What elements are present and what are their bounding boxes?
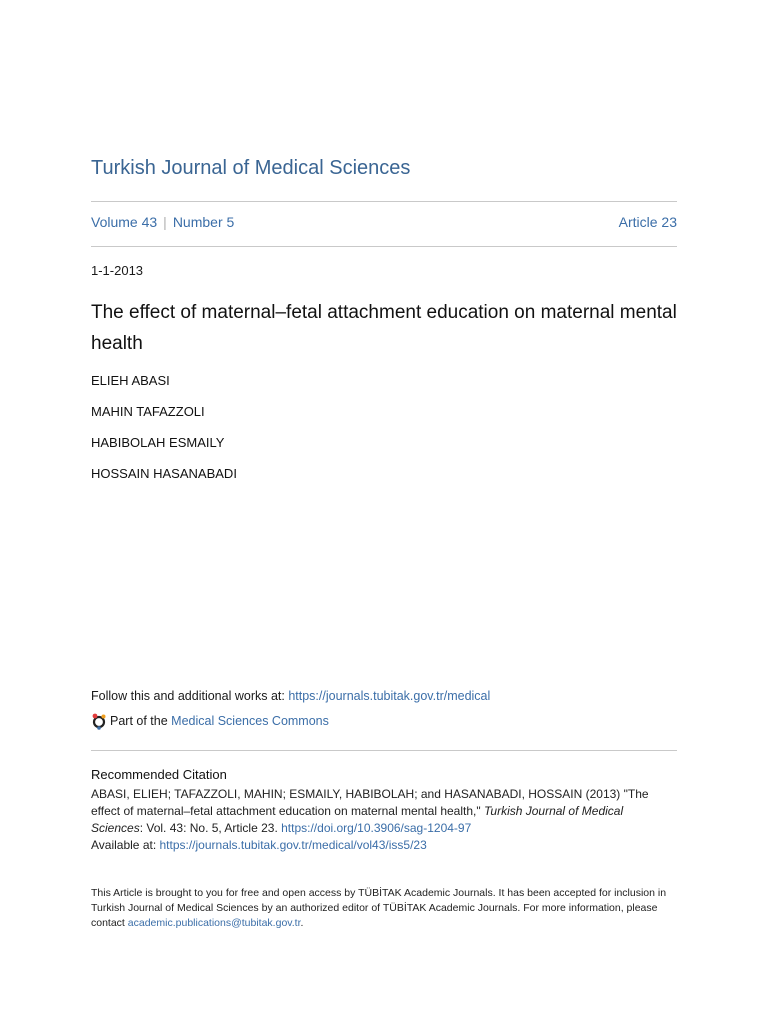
citation-authors-title: ABASI, ELIEH; TAFAZZOLI, MAHIN; ESMAILY, HABIBOLAH; and HASANABADI, HOSSAIN (2013) "The effect of maternal–fetal attachment education on maternal mental health,": [91, 787, 649, 818]
publication-date: 1-1-2013: [91, 263, 144, 278]
medical-sciences-commons-link[interactable]: Medical Sciences Commons: [171, 714, 329, 728]
number-link[interactable]: Number 5: [172, 214, 235, 230]
article-link[interactable]: Article 23: [618, 214, 677, 230]
issue-separator: |: [163, 214, 167, 230]
contact-email-link[interactable]: academic.publications@tubitak.gov.tr: [127, 917, 301, 929]
citation-volume: : Vol. 43: No. 5, Article 23.: [139, 821, 282, 835]
issue-divider: [91, 246, 677, 247]
available-prefix: Available at:: [91, 838, 160, 852]
commons-line: [91, 712, 329, 730]
citation-divider: [91, 750, 677, 751]
issue-row: [91, 214, 677, 230]
recommended-citation-heading: Recommended Citation: [91, 767, 227, 782]
citation-text: [91, 786, 677, 854]
citation-journal: Turkish Journal of Medical Sciences: [91, 804, 624, 835]
volume-link[interactable]: Volume 43: [91, 214, 158, 230]
author-3: HABIBOLAH ESMAILY: [91, 435, 225, 450]
follow-line: [91, 689, 490, 703]
doi-link[interactable]: https://doi.org/10.3906/sag-1204-97: [281, 821, 472, 835]
author-4: HOSSAIN HASANABADI: [91, 466, 237, 481]
journal-title[interactable]: Turkish Journal of Medical Sciences: [91, 157, 411, 179]
author-2: MAHIN TAFAZZOLI: [91, 404, 205, 419]
paper-title: The effect of maternal–fetal attachment education on maternal mental health: [91, 302, 677, 354]
access-notice: [91, 886, 677, 931]
author-1: ELIEH ABASI: [91, 373, 170, 388]
notice-end: .: [300, 917, 304, 929]
available-url-link[interactable]: https://journals.tubitak.gov.tr/medical/vol43/iss5/23: [159, 838, 427, 852]
top-divider: [91, 201, 677, 202]
follow-text: Follow this and additional works at:: [91, 689, 289, 703]
commons-prefix: Part of the: [110, 714, 168, 728]
follow-url-link[interactable]: https://journals.tubitak.gov.tr/medical: [288, 689, 491, 703]
network-commons-icon: [91, 712, 107, 730]
notice-text: This Article is brought to you for free and open access by TÜBİTAK Academic Journals. It has been accepted for inclusion in Turkish Journal of Medical Sciences by an authorized editor of TÜBİTAK Academic Journals. For more information, please contact: [91, 887, 667, 929]
